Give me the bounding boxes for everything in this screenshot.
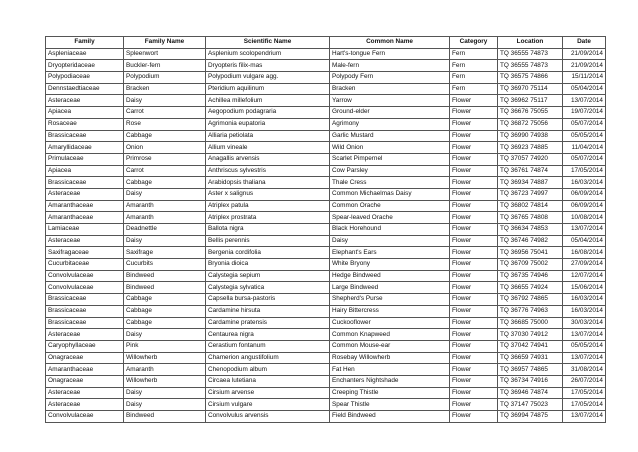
cell-scientific-name: Chenopodium album <box>206 364 330 376</box>
cell-family: Convolvulaceae <box>46 282 124 294</box>
cell-scientific-name: Calystegia sepium <box>206 270 330 282</box>
cell-date: 10/08/2014 <box>563 212 606 224</box>
cell-family-name: Amaranth <box>124 200 206 212</box>
cell-category: Flower <box>450 259 498 271</box>
cell-family: Apiacea <box>46 165 124 177</box>
table-row <box>46 153 606 165</box>
cell-category: Flower <box>450 130 498 142</box>
cell-location: TQ 36634 74853 <box>498 224 563 236</box>
cell-family: Asteraceae <box>46 329 124 341</box>
cell-family: Polypodiaceae <box>46 72 124 84</box>
cell-location: TQ 36956 75041 <box>498 247 563 259</box>
cell-category: Flower <box>450 375 498 387</box>
cell-date: 21/09/2014 <box>563 60 606 72</box>
species-table-sheet <box>45 36 605 423</box>
cell-family-name: Onion <box>124 142 206 154</box>
cell-family-name: Willowherb <box>124 375 206 387</box>
cell-date: 16/08/2014 <box>563 247 606 259</box>
cell-common-name: Yarrow <box>330 95 450 107</box>
cell-family-name: Carrot <box>124 165 206 177</box>
cell-category: Flower <box>450 411 498 423</box>
cell-family: Aspleniaceae <box>46 48 124 60</box>
cell-common-name: Elephant's Ears <box>330 247 450 259</box>
cell-scientific-name: Bellis perennis <box>206 235 330 247</box>
cell-location: TQ 37042 74941 <box>498 340 563 352</box>
cell-common-name: Large Bindweed <box>330 282 450 294</box>
cell-location: TQ 36659 74931 <box>498 352 563 364</box>
cell-scientific-name: Centaurea nigra <box>206 329 330 341</box>
cell-family-name: Cabbage <box>124 305 206 317</box>
cell-family-name: Bindweed <box>124 270 206 282</box>
cell-scientific-name: Atriplex prostrata <box>206 212 330 224</box>
table-row <box>46 235 606 247</box>
cell-category: Flower <box>450 364 498 376</box>
cell-common-name: Wild Onion <box>330 142 450 154</box>
cell-category: Flower <box>450 270 498 282</box>
cell-common-name: Cow Parsley <box>330 165 450 177</box>
cell-location: TQ 37030 74912 <box>498 329 563 341</box>
cell-category: Flower <box>450 294 498 306</box>
table-row <box>46 375 606 387</box>
header-common-name: Common Name <box>330 37 450 49</box>
table-row <box>46 340 606 352</box>
cell-common-name: Thale Cress <box>330 177 450 189</box>
cell-family: Caryophyllaceae <box>46 340 124 352</box>
cell-date: 19/07/2014 <box>563 107 606 119</box>
table-row <box>46 212 606 224</box>
cell-family-name: Saxifrage <box>124 247 206 259</box>
cell-date: 05/04/2014 <box>563 83 606 95</box>
table-row <box>46 294 606 306</box>
cell-family-name: Daisy <box>124 235 206 247</box>
cell-date: 16/03/2014 <box>563 294 606 306</box>
cell-scientific-name: Achillea millefolium <box>206 95 330 107</box>
cell-date: 17/05/2014 <box>563 399 606 411</box>
cell-category: Flower <box>450 107 498 119</box>
cell-category: Flower <box>450 282 498 294</box>
cell-category: Flower <box>450 224 498 236</box>
species-table <box>45 36 606 423</box>
table-row <box>46 247 606 259</box>
cell-scientific-name: Cirsium arvense <box>206 387 330 399</box>
cell-common-name: Rosebay Willowherb <box>330 352 450 364</box>
cell-scientific-name: Cardamine pratensis <box>206 317 330 329</box>
cell-family: Saxifragaceae <box>46 247 124 259</box>
cell-family: Brassicaceae <box>46 177 124 189</box>
table-row <box>46 270 606 282</box>
cell-category: Flower <box>450 329 498 341</box>
cell-category: Flower <box>450 305 498 317</box>
cell-location: TQ 36962 75117 <box>498 95 563 107</box>
cell-location: TQ 36934 74887 <box>498 177 563 189</box>
cell-family: Convolvulaceae <box>46 270 124 282</box>
table-row <box>46 317 606 329</box>
cell-family: Asteraceae <box>46 399 124 411</box>
cell-family-name: Spleenwort <box>124 48 206 60</box>
cell-common-name: Hart's-tongue Fern <box>330 48 450 60</box>
cell-common-name: Black Horehound <box>330 224 450 236</box>
table-row <box>46 352 606 364</box>
cell-date: 05/07/2014 <box>563 118 606 130</box>
cell-scientific-name: Cirsium vulgare <box>206 399 330 411</box>
cell-location: TQ 36957 74865 <box>498 364 563 376</box>
cell-family: Amaryllidaceae <box>46 142 124 154</box>
cell-date: 16/03/2014 <box>563 177 606 189</box>
cell-family: Onagraceae <box>46 375 124 387</box>
cell-category: Flower <box>450 118 498 130</box>
cell-family-name: Cabbage <box>124 130 206 142</box>
cell-location: TQ 36946 74874 <box>498 387 563 399</box>
cell-location: TQ 36746 74982 <box>498 235 563 247</box>
cell-family: Brassicaceae <box>46 130 124 142</box>
cell-scientific-name: Aster x salignus <box>206 188 330 200</box>
header-family-name: Family Name <box>124 37 206 49</box>
table-row <box>46 387 606 399</box>
cell-scientific-name: Pteridium aquilinum <box>206 83 330 95</box>
cell-date: 13/07/2014 <box>563 224 606 236</box>
cell-family: Brassicaceae <box>46 305 124 317</box>
cell-scientific-name: Dryopteris filix-mas <box>206 60 330 72</box>
cell-common-name: Hedge Bindweed <box>330 270 450 282</box>
cell-category: Flower <box>450 200 498 212</box>
table-row <box>46 83 606 95</box>
cell-family: Lamiaceae <box>46 224 124 236</box>
cell-category: Flower <box>450 188 498 200</box>
cell-location: TQ 36676 75055 <box>498 107 563 119</box>
cell-scientific-name: Capsella bursa-pastoris <box>206 294 330 306</box>
table-row <box>46 259 606 271</box>
cell-scientific-name: Calystegia sylvatica <box>206 282 330 294</box>
cell-family: Asteraceae <box>46 188 124 200</box>
table-row <box>46 411 606 423</box>
cell-common-name: Enchanters Nightshade <box>330 375 450 387</box>
cell-location: TQ 36575 74866 <box>498 72 563 84</box>
cell-scientific-name: Anthriscus sylvestris <box>206 165 330 177</box>
cell-location: TQ 36792 74865 <box>498 294 563 306</box>
table-row <box>46 188 606 200</box>
cell-location: TQ 37147 75023 <box>498 399 563 411</box>
cell-category: Flower <box>450 165 498 177</box>
cell-location: TQ 36555 74873 <box>498 48 563 60</box>
cell-family-name: Cabbage <box>124 177 206 189</box>
table-row <box>46 48 606 60</box>
cell-common-name: Bracken <box>330 83 450 95</box>
table-row <box>46 130 606 142</box>
cell-location: TQ 36765 74808 <box>498 212 563 224</box>
cell-common-name: Common Knapweed <box>330 329 450 341</box>
cell-category: Flower <box>450 317 498 329</box>
cell-family-name: Daisy <box>124 95 206 107</box>
cell-common-name: Garlic Mustard <box>330 130 450 142</box>
cell-date: 30/03/2014 <box>563 317 606 329</box>
cell-common-name: Cuckooflower <box>330 317 450 329</box>
cell-family: Amaranthaceae <box>46 200 124 212</box>
cell-common-name: Spear-leaved Orache <box>330 212 450 224</box>
table-row <box>46 329 606 341</box>
cell-family: Cucurbitaceae <box>46 259 124 271</box>
table-row <box>46 200 606 212</box>
cell-category: Flower <box>450 235 498 247</box>
cell-common-name: Creeping Thistle <box>330 387 450 399</box>
cell-common-name: Fat Hen <box>330 364 450 376</box>
cell-common-name: Common Mouse-ear <box>330 340 450 352</box>
cell-category: Fern <box>450 72 498 84</box>
cell-common-name: Agrimony <box>330 118 450 130</box>
cell-category: Flower <box>450 212 498 224</box>
cell-family: Brassicaceae <box>46 317 124 329</box>
cell-family-name: Polypodium <box>124 72 206 84</box>
table-row <box>46 60 606 72</box>
cell-scientific-name: Bryonia dioica <box>206 259 330 271</box>
cell-family-name: Amaranth <box>124 364 206 376</box>
cell-family: Asteraceae <box>46 95 124 107</box>
cell-location: TQ 36685 75000 <box>498 317 563 329</box>
cell-common-name: Spear Thistle <box>330 399 450 411</box>
cell-family: Onagraceae <box>46 352 124 364</box>
cell-scientific-name: Polypodium vulgare agg. <box>206 72 330 84</box>
cell-location: TQ 36970 75114 <box>498 83 563 95</box>
cell-date: 13/07/2014 <box>563 411 606 423</box>
table-row <box>46 364 606 376</box>
cell-scientific-name: Allium vineale <box>206 142 330 154</box>
cell-family: Convolvulaceae <box>46 411 124 423</box>
cell-common-name: Shepherd's Purse <box>330 294 450 306</box>
cell-common-name: Hairy Bittercress <box>330 305 450 317</box>
cell-category: Flower <box>450 95 498 107</box>
cell-date: 13/07/2014 <box>563 329 606 341</box>
cell-family: Dennstaedtiaceae <box>46 83 124 95</box>
cell-location: TQ 36735 74946 <box>498 270 563 282</box>
cell-family-name: Amaranth <box>124 212 206 224</box>
cell-family-name: Deadnettle <box>124 224 206 236</box>
cell-family-name: Buckler-fern <box>124 60 206 72</box>
cell-category: Fern <box>450 60 498 72</box>
cell-family-name: Willowherb <box>124 352 206 364</box>
cell-location: TQ 36802 74814 <box>498 200 563 212</box>
cell-scientific-name: Aegopodium podagraria <box>206 107 330 119</box>
cell-scientific-name: Asplenium scolopendrium <box>206 48 330 60</box>
cell-family: Apiacea <box>46 107 124 119</box>
cell-date: 15/11/2014 <box>563 72 606 84</box>
cell-family-name: Bindweed <box>124 282 206 294</box>
table-row <box>46 177 606 189</box>
cell-scientific-name: Anagallis arvensis <box>206 153 330 165</box>
cell-date: 05/05/2014 <box>563 340 606 352</box>
cell-category: Flower <box>450 153 498 165</box>
cell-date: 06/09/2014 <box>563 188 606 200</box>
cell-category: Flower <box>450 247 498 259</box>
cell-location: TQ 36709 75002 <box>498 259 563 271</box>
cell-scientific-name: Bergenia cordifolia <box>206 247 330 259</box>
cell-location: TQ 36723 74997 <box>498 188 563 200</box>
cell-location: TQ 36655 74924 <box>498 282 563 294</box>
cell-family-name: Rose <box>124 118 206 130</box>
cell-date: 17/05/2014 <box>563 387 606 399</box>
cell-category: Flower <box>450 352 498 364</box>
cell-date: 13/07/2014 <box>563 352 606 364</box>
cell-family-name: Bindweed <box>124 411 206 423</box>
cell-location: TQ 36761 74874 <box>498 165 563 177</box>
table-row <box>46 399 606 411</box>
cell-common-name: Male-fern <box>330 60 450 72</box>
table-row <box>46 72 606 84</box>
cell-common-name: Daisy <box>330 235 450 247</box>
cell-location: TQ 36776 74963 <box>498 305 563 317</box>
cell-family: Dryopteridaceae <box>46 60 124 72</box>
cell-category: Fern <box>450 48 498 60</box>
cell-scientific-name: Alliaria petiolata <box>206 130 330 142</box>
cell-date: 06/09/2014 <box>563 200 606 212</box>
cell-category: Flower <box>450 387 498 399</box>
cell-date: 05/04/2014 <box>563 235 606 247</box>
header-date: Date <box>563 37 606 49</box>
cell-family-name: Daisy <box>124 329 206 341</box>
cell-family-name: Carrot <box>124 107 206 119</box>
table-row <box>46 224 606 236</box>
cell-family-name: Cabbage <box>124 317 206 329</box>
cell-date: 26/07/2014 <box>563 375 606 387</box>
cell-scientific-name: Agrimonia eupatoria <box>206 118 330 130</box>
cell-location: TQ 36734 74916 <box>498 375 563 387</box>
cell-date: 31/08/2014 <box>563 364 606 376</box>
cell-common-name: Polypody Fern <box>330 72 450 84</box>
cell-family: Rosaceae <box>46 118 124 130</box>
cell-family: Asteraceae <box>46 387 124 399</box>
cell-family-name: Bracken <box>124 83 206 95</box>
cell-date: 21/09/2014 <box>563 48 606 60</box>
table-body <box>46 48 606 422</box>
cell-family: Asteraceae <box>46 235 124 247</box>
table-row <box>46 165 606 177</box>
cell-scientific-name: Ballota nigra <box>206 224 330 236</box>
table-header-row <box>46 37 606 49</box>
cell-location: TQ 36872 75056 <box>498 118 563 130</box>
table-row <box>46 107 606 119</box>
cell-date: 12/07/2014 <box>563 270 606 282</box>
cell-category: Flower <box>450 142 498 154</box>
cell-date: 15/06/2014 <box>563 282 606 294</box>
cell-location: TQ 37057 74920 <box>498 153 563 165</box>
cell-category: Flower <box>450 340 498 352</box>
cell-scientific-name: Cerastium fontanum <box>206 340 330 352</box>
cell-family: Brassicaceae <box>46 294 124 306</box>
header-category: Category <box>450 37 498 49</box>
cell-location: TQ 36555 74873 <box>498 60 563 72</box>
cell-common-name: White Bryony <box>330 259 450 271</box>
cell-category: Flower <box>450 399 498 411</box>
cell-date: 27/09/2014 <box>563 259 606 271</box>
header-scientific-name: Scientific Name <box>206 37 330 49</box>
cell-scientific-name: Convolvulus arvensis <box>206 411 330 423</box>
cell-family: Amaranthaceae <box>46 212 124 224</box>
cell-family-name: Pink <box>124 340 206 352</box>
table-row <box>46 95 606 107</box>
cell-family-name: Cabbage <box>124 294 206 306</box>
table-row <box>46 142 606 154</box>
cell-scientific-name: Circaea lutetiana <box>206 375 330 387</box>
cell-family-name: Daisy <box>124 399 206 411</box>
cell-category: Fern <box>450 83 498 95</box>
cell-family: Primulaceae <box>46 153 124 165</box>
table-row <box>46 282 606 294</box>
cell-common-name: Common Orache <box>330 200 450 212</box>
cell-date: 11/04/2014 <box>563 142 606 154</box>
cell-family: Amaranthaceae <box>46 364 124 376</box>
cell-scientific-name: Cardamine hirsuta <box>206 305 330 317</box>
cell-family-name: Daisy <box>124 387 206 399</box>
cell-location: TQ 36990 74938 <box>498 130 563 142</box>
cell-location: TQ 36923 74885 <box>498 142 563 154</box>
cell-family-name: Daisy <box>124 188 206 200</box>
cell-common-name: Scarlet Pimpernel <box>330 153 450 165</box>
cell-category: Flower <box>450 177 498 189</box>
cell-date: 13/07/2014 <box>563 95 606 107</box>
cell-family-name: Cucurbits <box>124 259 206 271</box>
cell-scientific-name: Chamerion angustifolium <box>206 352 330 364</box>
cell-common-name: Field Bindweed <box>330 411 450 423</box>
cell-date: 05/07/2014 <box>563 153 606 165</box>
cell-location: TQ 36994 74875 <box>498 411 563 423</box>
table-row <box>46 118 606 130</box>
cell-common-name: Common Michaelmas Daisy <box>330 188 450 200</box>
cell-scientific-name: Atriplex patula <box>206 200 330 212</box>
table-row <box>46 305 606 317</box>
header-family: Family <box>46 37 124 49</box>
cell-scientific-name: Arabidopsis thaliana <box>206 177 330 189</box>
cell-date: 05/05/2014 <box>563 130 606 142</box>
cell-family-name: Primrose <box>124 153 206 165</box>
cell-date: 17/05/2014 <box>563 165 606 177</box>
header-location: Location <box>498 37 563 49</box>
cell-date: 16/03/2014 <box>563 305 606 317</box>
cell-common-name: Ground-elder <box>330 107 450 119</box>
